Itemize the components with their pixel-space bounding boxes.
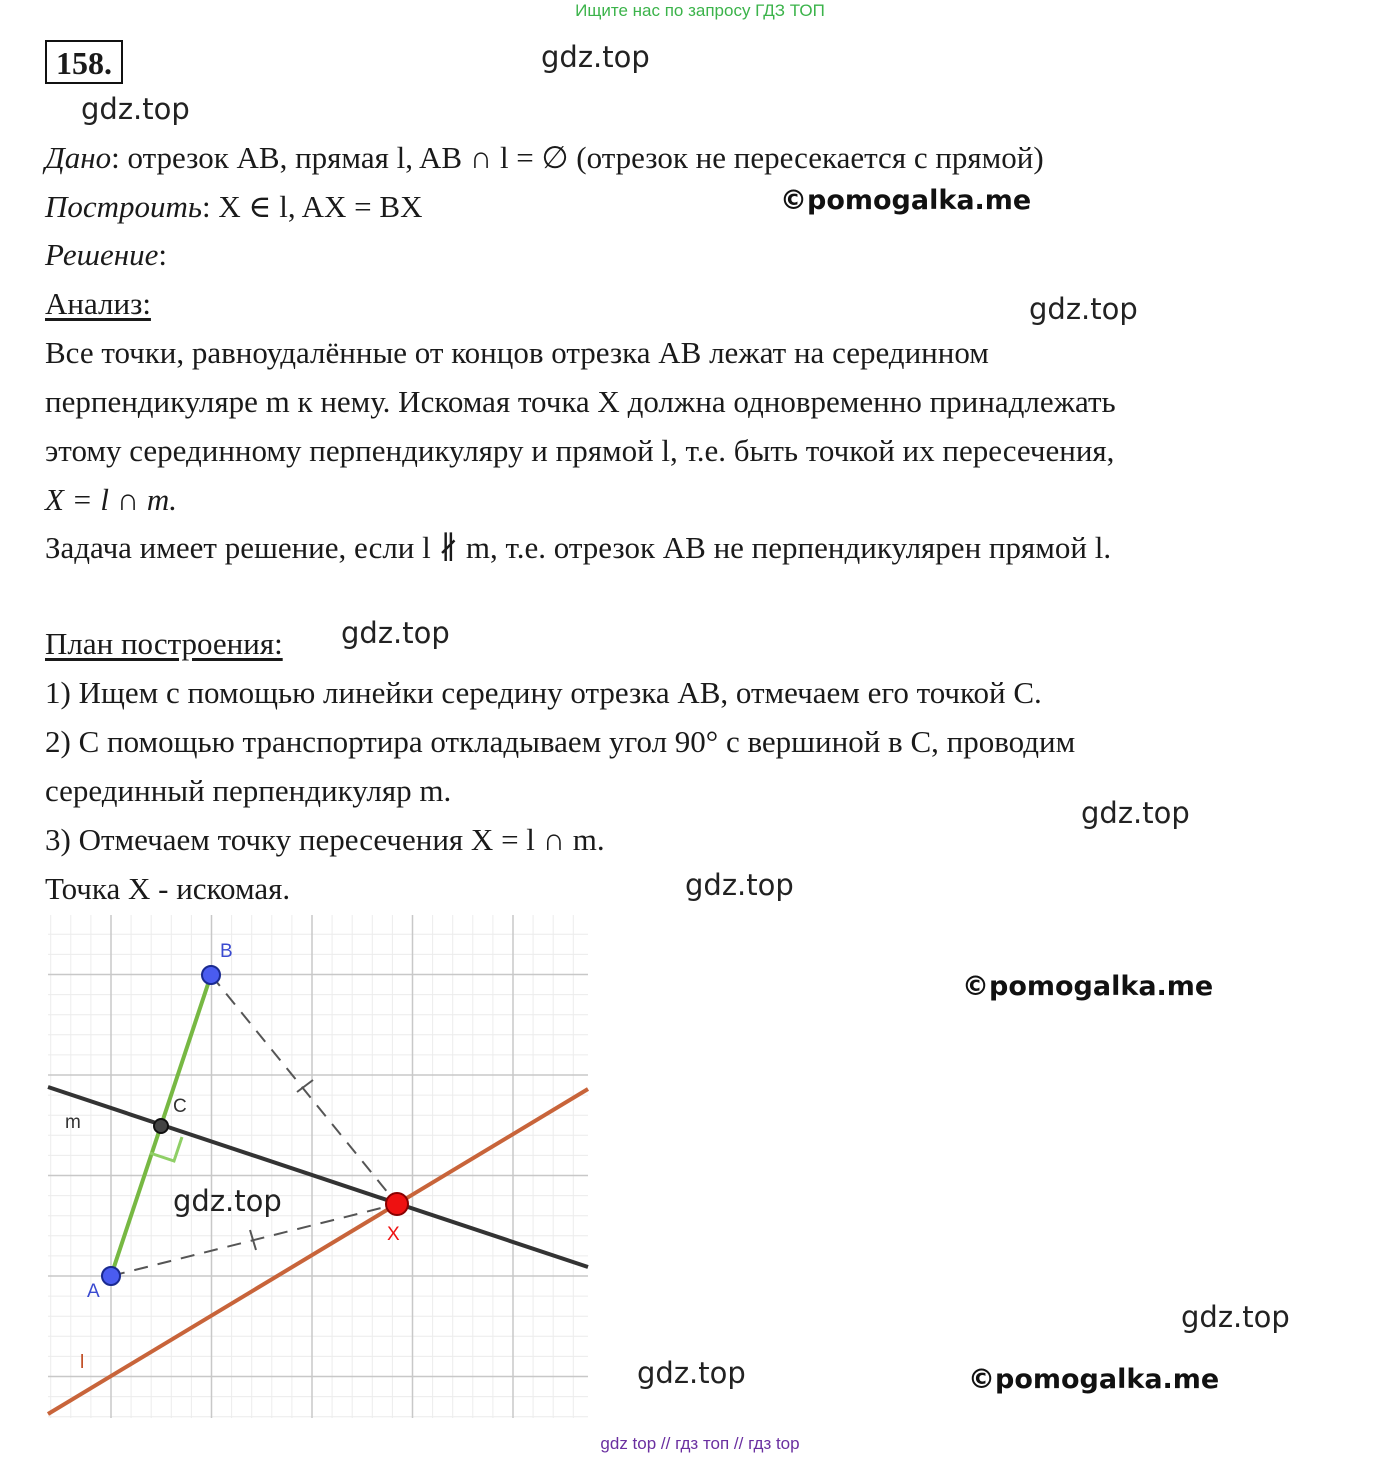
watermark-pomogalka: ©pomogalka.me [968,1364,1220,1395]
plan-line: 3) Отмечаем точку пересечения X = l ∩ m. [45,822,605,857]
watermark-gdz: gdz.top [1181,1300,1290,1334]
analysis-line: этому серединному перпендикуляру и прямой l, т.е. быть точкой их пересечения, [45,433,1115,468]
analysis-line: Задача имеет решение, если l ∦ m, т.е. отрезок AB не перпендикулярен прямой l. [45,530,1112,565]
watermark-pomogalka: ©pomogalka.me [962,971,1214,1002]
construct-label: Построить [45,189,203,224]
dashed-bx [211,975,397,1204]
problem-number: 158. [45,40,123,84]
point-a [102,1267,120,1285]
label-m: m [65,1112,81,1133]
footer-links[interactable]: gdz top // гдз топ // гдз top [600,1434,800,1453]
label-l: l [80,1352,85,1373]
solution-colon: : [158,237,167,272]
label-b: B [220,941,233,962]
plan-heading: План построения: [45,626,283,661]
point-c [154,1119,168,1133]
construct-text: : X ∈ l, AX = BX [202,189,423,224]
given-label: Дано [45,140,112,175]
given-text: : отрезок AB, прямая l, AB ∩ l = ∅ (отрезок не пересекается с прямой) [111,140,1044,175]
analysis-line: перпендикуляре m к нему. Искомая точка X должна одновременно принадлежать [45,384,1116,419]
analysis-line: Все точки, равноудалённые от концов отрезка AB лежат на серединном [45,335,989,370]
point-b [202,966,220,984]
watermark-gdz: gdz.top [637,1356,746,1390]
watermark-gdz: gdz.top [685,868,794,902]
analysis-heading: Анализ: [45,286,151,321]
watermark-gdz: gdz.top [173,1184,282,1218]
watermark-gdz: gdz.top [81,92,190,126]
watermark-pomogalka: ©pomogalka.me [780,185,1032,216]
watermark-gdz: gdz.top [1081,796,1190,830]
line-m [48,1087,588,1267]
figure-grid [48,915,588,1418]
solution-label: Решение [45,237,159,272]
analysis-line: X = l ∩ m. [45,482,177,517]
label-x: X [387,1224,400,1245]
plan-line: Точка X - искомая. [45,871,291,906]
plan-line: 2) С помощью транспортира откладываем угол 90° с вершиной в C, проводим [45,724,1076,759]
plan-line: 1) Ищем с помощью линейки середину отрезка AB, отмечаем его точкой C. [45,675,1042,710]
watermark-gdz: gdz.top [341,616,450,650]
watermark-gdz: gdz.top [1029,292,1138,326]
line-l [48,1089,588,1414]
label-c: C [173,1096,187,1117]
label-a: A [87,1281,100,1302]
search-hint-banner: Ищите нас по запросу ГДЗ ТОП [575,1,825,20]
watermark-gdz: gdz.top [541,40,650,74]
plan-line: серединный перпендикуляр m. [45,773,452,808]
point-x [386,1193,408,1215]
